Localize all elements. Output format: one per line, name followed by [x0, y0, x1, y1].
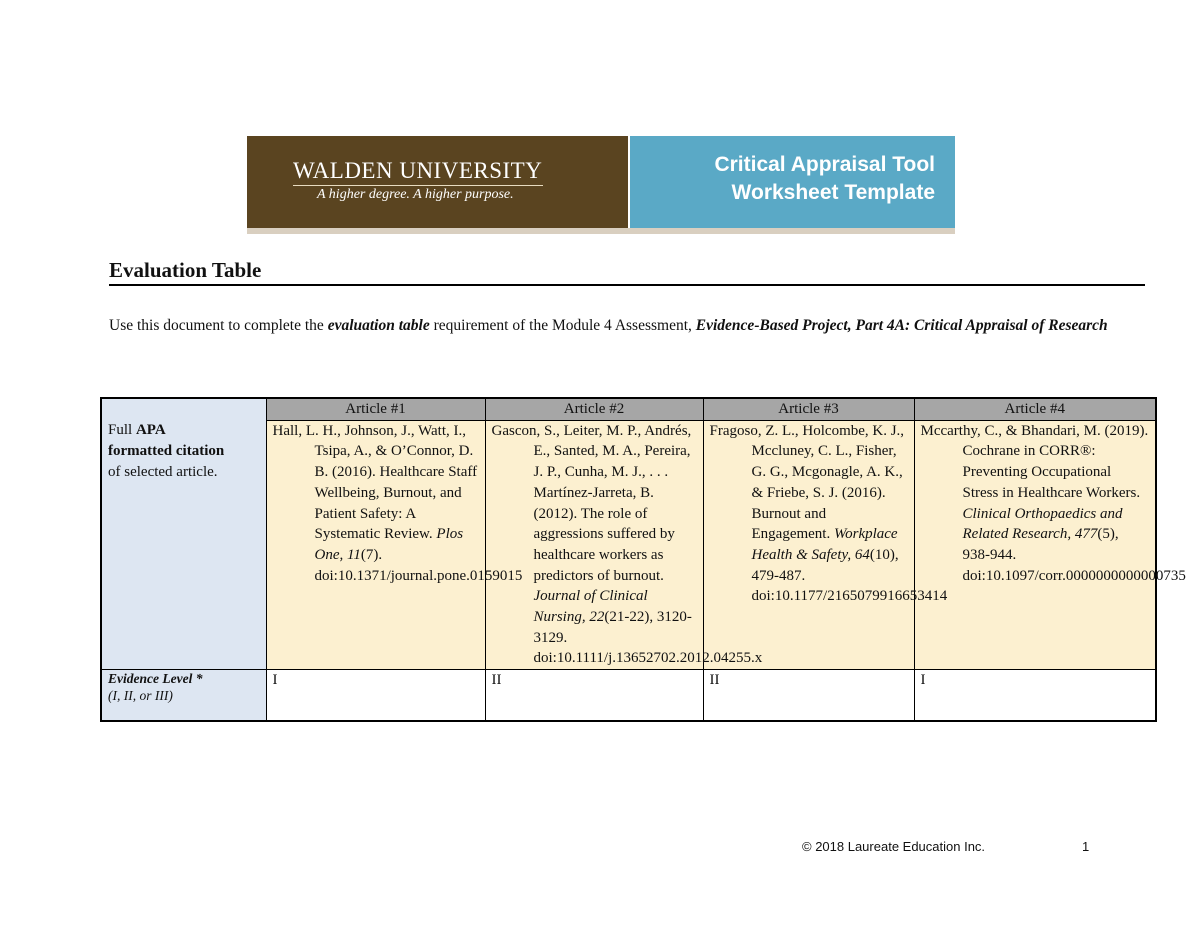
citation-text: (7). doi:10.1371/journal.pone.0159015 [314, 546, 523, 584]
citation-journal: Clinical Orthopaedics and Related Research, 477 [962, 505, 1123, 543]
tool-title [714, 151, 935, 207]
article-1-header: Article #1 [266, 398, 485, 420]
intro-text-1: Use this document to complete the [109, 317, 328, 334]
citation-text: (5), 938-944. doi:10.1097/corr.0000000000000735 [962, 526, 1186, 584]
evidence-level-label [101, 670, 266, 722]
article-1-level: I [266, 670, 485, 722]
tool-title-line1: Critical Appraisal Tool [714, 153, 935, 176]
section-heading: Evaluation Table [109, 258, 262, 282]
university-name: WALDEN UNIVERSITY [293, 158, 543, 183]
heading-divider [109, 284, 1145, 286]
citation-journal: Plos One, 11 [314, 526, 464, 563]
article-1-citation [266, 420, 523, 669]
university-logo [247, 136, 628, 228]
citation-label-formatted: formatted citation [108, 442, 225, 459]
intro-text-2: requirement of the Module 4 Assessment, [429, 317, 696, 334]
citation-text: (10), 479-487. doi:10.1177/2165079916653414 [751, 546, 948, 605]
banner-shadow [247, 228, 955, 234]
citation-text: Fragoso, Z. L., Holcombe, K. J., Mccluney, C. L., Fisher, G. G., Mcgonagle, A. K., & Friebe, S. J. (2016). Burnout and Engagement. [709, 422, 905, 543]
evidence-label-sub: (I, II, or III) [108, 688, 173, 704]
corner-cell [101, 398, 266, 420]
citation-journal: Journal of Clinical Nursing, 22 [533, 588, 648, 626]
university-tagline: A higher degree. A higher purpose. [317, 187, 514, 202]
citation-label-post: of selected article. [108, 463, 218, 480]
intro-paragraph [109, 315, 1139, 336]
citation-journal: Workplace Health & Safety, 64 [751, 526, 898, 563]
evidence-label-title: Evidence Level * [108, 671, 203, 687]
tool-title-panel [630, 136, 955, 228]
article-4-header: Article #4 [914, 398, 1156, 420]
citation-text: Gascon, S., Leiter, M. P., Andrés, E., Santed, M. A., Pereira, J. P., Cunha, M. J., . . . Martínez-Jarreta, B. (2012). The role of aggressions suffered by healthcare workers as predictors of burnout. [491, 422, 692, 584]
citation-row [101, 420, 1156, 669]
article-2-citation [485, 420, 763, 669]
logo-divider [293, 185, 543, 186]
article-3-level: II [703, 670, 914, 722]
article-2-level: II [485, 670, 703, 722]
page-number: 1 [1082, 839, 1090, 854]
citation-row-label [101, 420, 266, 669]
header-banner [247, 136, 955, 229]
citation-text: Mccarthy, C., & Bhandari, M. (2019). Cochrane in CORR®: Preventing Occupational Stress in Healthcare Workers. [920, 422, 1149, 501]
citation-text: (21-22), 3120-3129. doi:10.1111/j.13652702.2012.04255.x [533, 609, 763, 667]
citation-label-pre: Full [108, 422, 136, 439]
article-4-citation [914, 420, 1186, 669]
intro-emphasis-1: evaluation table [327, 317, 430, 334]
citation-label-apa: APA [135, 422, 166, 439]
evaluation-table [100, 397, 1186, 722]
evidence-level-row [101, 670, 1156, 722]
article-3-header: Article #3 [703, 398, 914, 420]
article-2-header: Article #2 [485, 398, 703, 420]
table-header-row [101, 398, 1156, 420]
article-4-level: I [914, 670, 1156, 722]
article-3-citation [703, 420, 948, 669]
tool-title-line2: Worksheet Template [731, 181, 935, 204]
intro-emphasis-2: Evidence-Based Project, Part 4A: Critical Appraisal of Research [695, 317, 1108, 334]
copyright-footer: © 2018 Laureate Education Inc. [802, 839, 986, 854]
citation-text: Hall, L. H., Johnson, J., Watt, I., Tsipa, A., & O’Connor, D. B. (2016). Healthcare Staff Wellbeing, Burnout, and Patient Safety: A Systematic Review. [272, 422, 478, 543]
